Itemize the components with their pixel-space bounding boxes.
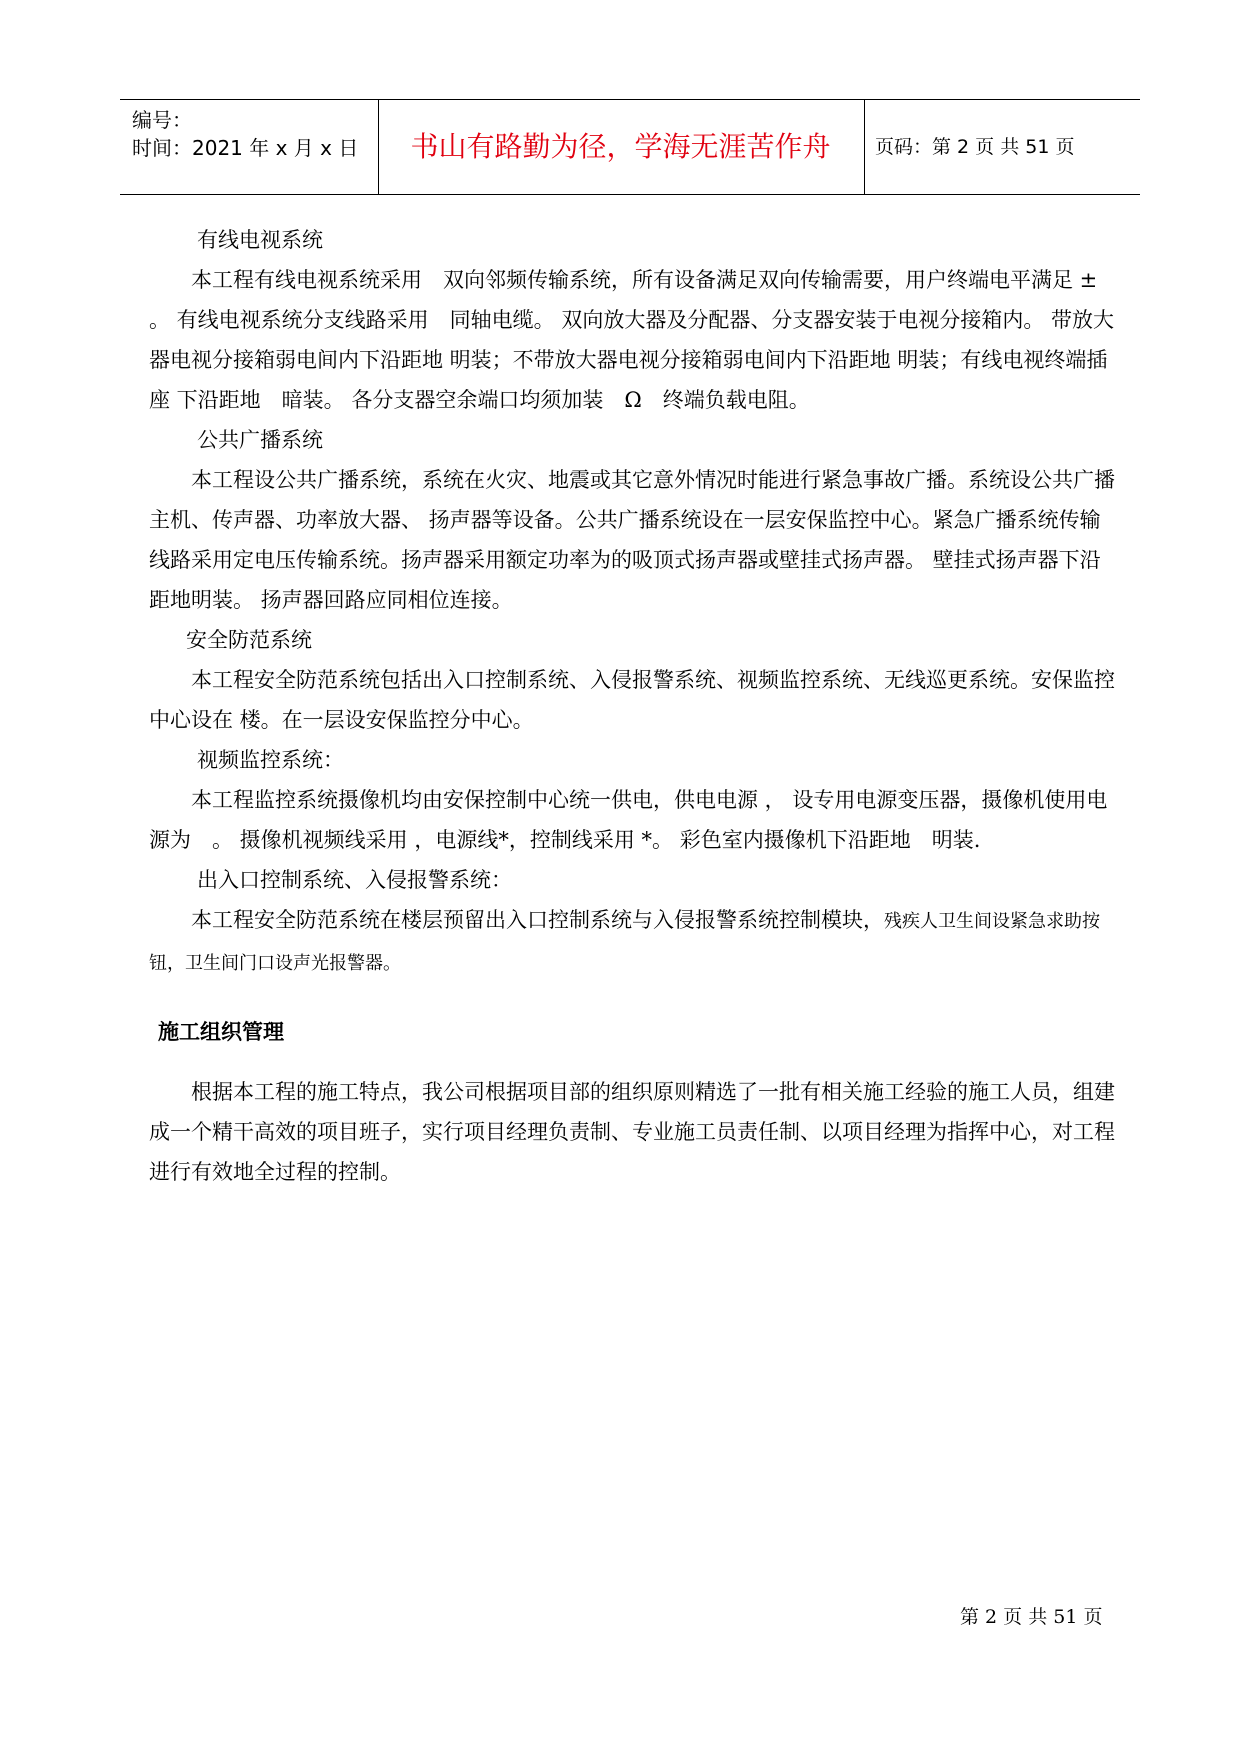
document-body — [149, 220, 1117, 1192]
header-motto: 书山有路勤为径，学海无涯苦作舟 — [410, 130, 831, 163]
header-page-number: 页码：第 2 页 共 51 页 — [875, 136, 1075, 158]
body-paragraph — [149, 900, 1117, 984]
header-meta — [120, 100, 378, 194]
section-subtitle: 视频监控系统： — [197, 748, 344, 772]
section-subtitle: 出入口控制系统、入侵报警系统： — [197, 868, 512, 892]
body-paragraph: 根据本工程的施工特点，我公司根据项目部的组织原则精选了一批有相关施工经验的施工人员，组建成一个精干高效的项目班子，实行项目经理负责制、专业施工员责任制、以项目经理为指挥中心，对工程进行有效地全过程的控制。 — [149, 1080, 1115, 1184]
section-subtitle: 安全防范系统 — [186, 628, 312, 652]
page-header — [120, 99, 1140, 195]
page-footer: 第 2 页 共 51 页 — [960, 1606, 1103, 1628]
document-number-label: 编号： — [132, 108, 192, 132]
section-heading: 施工组织管理 — [158, 1020, 284, 1044]
body-paragraph: 本工程有线电视系统采用 双向邻频传输系统，所有设备满足双向传输需要，用户终端电平满足 ± 。 有线电视系统分支线路采用 同轴电缆。 双向放大器及分配器、分支器安装于电视分接箱内。 带放大器电视分接箱弱电间内下沿距地 明装；不带放大器电视分接箱弱电间内下沿距地 明装；有线电视终端插座 下沿距地 暗装。 各分支器空余端口均须加装 Ω 终端负载电阻。 — [149, 268, 1115, 412]
paragraph-text: 本工程安全防范系统在楼层预留出入口控制系统与入侵报警系统控制模块， — [191, 908, 884, 932]
section-subtitle: 有线电视系统 — [197, 228, 323, 252]
body-paragraph: 本工程设公共广播系统，系统在火灾、地震或其它意外情况时能进行紧急事故广播。系统设公共广播主机、传声器、功率放大器、 扬声器等设备。公共广播系统设在一层安保监控中心。紧急广播系统传输线路采用定电压传输系统。扬声器采用额定功率为的吸顶式扬声器或壁挂式扬声器。 壁挂式扬声器下沿距地明装。 扬声器回路应同相位连接。 — [149, 468, 1115, 612]
document-date-label: 时间：2021 年 x 月 x 日 — [132, 136, 359, 160]
body-paragraph: 本工程安全防范系统包括出入口控制系统、入侵报警系统、视频监控系统、无线巡更系统。安保监控中心设在 楼。在一层设安保监控分中心。 — [149, 668, 1115, 732]
paragraph-text-small: 残疾人卫生间设紧急求助按钮，卫生间门口设声光报警器。 — [149, 911, 1100, 974]
section-subtitle: 公共广播系统 — [197, 428, 323, 452]
body-paragraph: 本工程监控系统摄像机均由安保控制中心统一供电，供电电源 ， 设专用电源变压器，摄像机使用电源为 。 摄像机视频线采用 ，电源线*，控制线采用 *。 彩色室内摄像机下沿距地 明装. — [149, 788, 1108, 852]
